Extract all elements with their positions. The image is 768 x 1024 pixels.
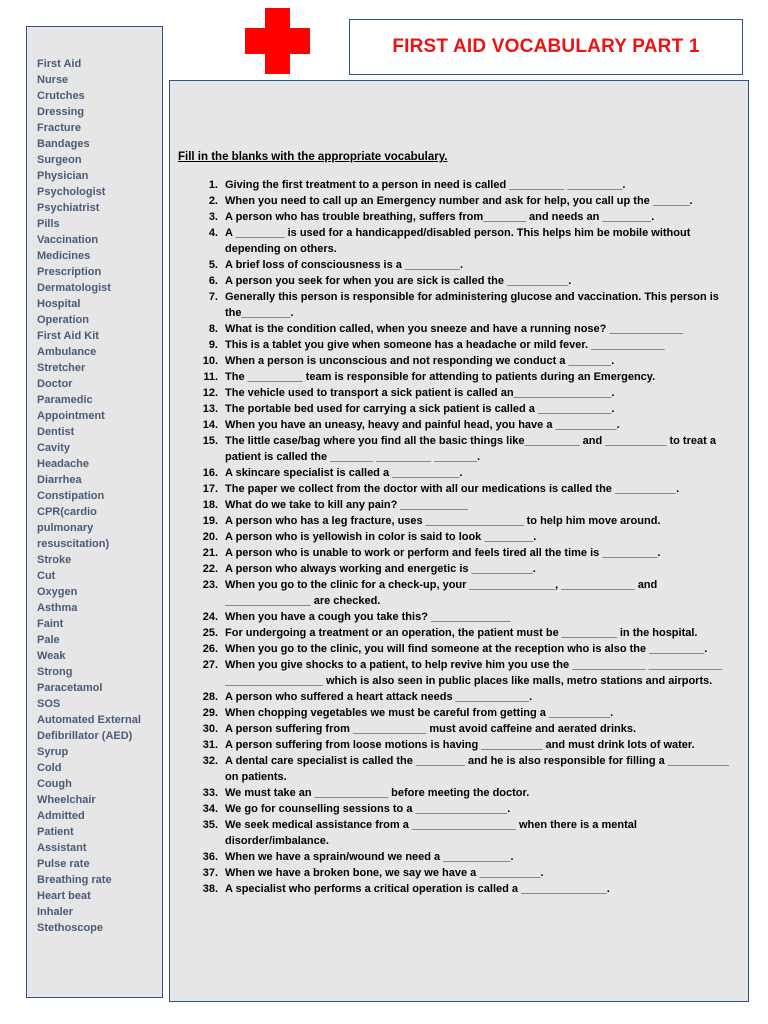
question-item [170, 625, 742, 641]
question-item [170, 465, 742, 481]
word-bank-item: Paracetamol [37, 682, 103, 694]
question-item [170, 785, 742, 801]
question-text-line: The _________ team is responsible for attending to patients during an Emergency. [225, 371, 656, 383]
question-text-line: A person you seek for when you are sick is called the __________. [225, 275, 572, 287]
question-text-line: The paper we collect from the doctor with all our medications is called the __________. [225, 483, 680, 495]
question-number: 15. [202, 435, 218, 447]
word-bank-item: Stretcher [37, 362, 86, 374]
question-text-line: The portable bed used for carrying a sick patient is called a ____________. [225, 403, 615, 415]
question-number: 37. [202, 867, 218, 879]
question-item [170, 417, 742, 433]
word-bank-item: Cough [37, 778, 72, 790]
question-text-line: A skincare specialist is called a ___________. [225, 467, 463, 479]
word-bank-item: Assistant [37, 842, 87, 854]
question-text-line: A person who has trouble breathing, suffers from_______ and needs an ________. [225, 211, 655, 223]
question-text-line: A person suffering from ____________ must avoid caffeine and aerated drinks. [225, 723, 637, 735]
question-number: 11. [203, 371, 218, 383]
question-number: 28. [202, 691, 218, 703]
word-bank-item: Stroke [37, 554, 72, 566]
page-title: FIRST AID VOCABULARY PART 1 [392, 36, 700, 57]
word-bank-item: Physician [37, 170, 89, 182]
question-text-line: ________________ which is also seen in public places like malls, metro stations and airports. [225, 675, 713, 687]
question-number: 35. [202, 819, 218, 831]
question-number: 33. [202, 787, 218, 799]
word-bank-item: Doctor [37, 378, 73, 390]
question-item [170, 753, 742, 785]
question-item [170, 545, 742, 561]
question-number: 3. [208, 211, 218, 223]
word-bank-item: Headache [37, 458, 89, 470]
question-text-line: A ________ is used for a handicapped/disabled person. This helps him be mobile without [225, 227, 691, 239]
question-text-line: ______________ are checked. [225, 595, 381, 607]
question-text-line: We must take an ____________ before meeting the doctor. [225, 787, 530, 799]
word-bank-item: Pulse rate [37, 858, 90, 870]
question-number: 26. [202, 643, 218, 655]
question-text-line: patient is called the _______ _________ _______. [225, 451, 481, 463]
exercise-panel [169, 80, 749, 1002]
question-item [170, 401, 742, 417]
question-item [170, 561, 742, 577]
question-number: 1. [208, 179, 218, 191]
question-text-line: What is the condition called, when you sneeze and have a running nose? ____________ [225, 323, 683, 335]
word-bank-item: Fracture [37, 122, 82, 134]
word-bank-item: Inhaler [37, 906, 74, 918]
question-text-line: What do we take to kill any pain? ___________ [225, 499, 468, 511]
question-number: 21. [202, 547, 218, 559]
question-number: 6. [208, 275, 218, 287]
word-bank-item: Medicines [37, 250, 91, 262]
question-number: 17. [202, 483, 218, 495]
word-bank-item: Faint [37, 618, 64, 630]
word-bank-item: Defibrillator (AED) [37, 730, 133, 742]
question-text-line: When you have an uneasy, heavy and painful head, you have a __________. [225, 419, 620, 431]
question-number: 34. [202, 803, 218, 815]
question-number: 19. [202, 515, 218, 527]
question-item [170, 737, 742, 753]
title-box [349, 19, 743, 75]
word-bank-item: Breathing rate [37, 874, 112, 886]
word-bank-item: Hospital [37, 298, 81, 310]
word-bank-item: Heart beat [37, 890, 91, 902]
question-text-line: This is a tablet you give when someone has a headache or mild fever. ____________ [225, 339, 665, 351]
question-item [170, 481, 742, 497]
question-item [170, 513, 742, 529]
question-text-line: the________. [225, 307, 294, 319]
word-bank-item: Stethoscope [37, 922, 104, 934]
question-item [170, 689, 742, 705]
question-text-line: A brief loss of consciousness is a _________. [225, 259, 464, 271]
question-text-line: When we have a sprain/wound we need a ___________. [225, 851, 514, 863]
question-number: 38. [202, 883, 218, 895]
word-bank-item: Syrup [37, 746, 69, 758]
word-bank-item: Cut [37, 570, 56, 582]
word-bank-item: Bandages [37, 138, 90, 150]
word-bank-list [37, 56, 162, 936]
question-text-line: We seek medical assistance from a _________________ when there is a mental [225, 819, 637, 831]
question-number: 2. [208, 195, 218, 207]
word-bank-item: Diarrhea [37, 474, 82, 486]
question-item [170, 641, 742, 657]
question-text-line: When you need to call up an Emergency number and ask for help, you call up the ______. [225, 195, 693, 207]
question-number: 32. [202, 755, 218, 767]
word-bank-item: Pale [37, 634, 60, 646]
question-item [170, 817, 742, 849]
question-list [170, 177, 742, 897]
question-number: 10. [202, 355, 218, 367]
question-text-line: For undergoing a treatment or an operation, the patient must be _________ in the hospital. [225, 627, 698, 639]
question-item [170, 385, 742, 401]
question-item [170, 497, 742, 513]
question-text-line: depending on others. [225, 243, 337, 255]
word-bank-item: SOS [37, 698, 61, 710]
word-bank-item: Psychologist [37, 186, 106, 198]
question-item [170, 705, 742, 721]
word-bank-item: Ambulance [37, 346, 97, 358]
question-item [170, 577, 742, 609]
word-bank-item: Crutches [37, 90, 85, 102]
word-bank-item: Automated External [37, 714, 141, 726]
question-text-line: When chopping vegetables we must be careful from getting a __________. [225, 707, 614, 719]
word-bank-item: Weak [37, 650, 66, 662]
word-bank-item: Prescription [37, 266, 102, 278]
word-bank-panel [26, 26, 163, 998]
question-item [170, 321, 742, 337]
word-bank-item: Asthma [37, 602, 78, 614]
question-number: 18. [202, 499, 218, 511]
question-text-line: disorder/imbalance. [225, 835, 329, 847]
question-item [170, 289, 742, 321]
word-bank-item: resuscitation) [37, 538, 110, 550]
word-bank-item: Admitted [37, 810, 85, 822]
word-bank-item: Patient [37, 826, 74, 838]
word-bank-item: Constipation [37, 490, 105, 502]
question-number: 16. [202, 467, 218, 479]
question-item [170, 353, 742, 369]
question-number: 36. [202, 851, 218, 863]
word-bank-item: Psychiatrist [37, 202, 100, 214]
question-item [170, 257, 742, 273]
word-bank-item: First Aid [37, 58, 82, 70]
question-item [170, 609, 742, 625]
instruction-text: Fill in the blanks with the appropriate vocabulary. [178, 151, 448, 163]
question-text-line: A person suffering from loose motions is having __________ and must drink lots of water. [225, 739, 695, 751]
question-item [170, 225, 742, 257]
word-bank-item: Nurse [37, 74, 69, 86]
question-number: 30. [202, 723, 218, 735]
question-number: 25. [202, 627, 218, 639]
question-item [170, 849, 742, 865]
question-item [170, 865, 742, 881]
red-cross-icon [245, 8, 310, 74]
question-number: 27. [202, 659, 218, 671]
question-item [170, 337, 742, 353]
question-number: 5. [208, 259, 218, 271]
question-text-line: A person who has a leg fracture, uses ________________ to help him move around. [225, 515, 661, 527]
question-text-line: A person who suffered a heart attack needs ____________. [225, 691, 533, 703]
question-item [170, 657, 742, 689]
word-bank-item: Cold [37, 762, 62, 774]
question-item [170, 801, 742, 817]
question-item [170, 369, 742, 385]
word-bank-item: Dentist [37, 426, 75, 438]
question-number: 7. [208, 291, 218, 303]
word-bank-item: Oxygen [37, 586, 78, 598]
question-text-line: When a person is unconscious and not responding we conduct a _______. [225, 355, 615, 367]
word-bank-item: Dressing [37, 106, 85, 118]
question-text-line: A dental care specialist is called the ________ and he is also responsible for filling a __________ [225, 755, 730, 767]
word-bank-item: Pills [37, 218, 60, 230]
word-bank-item: Operation [37, 314, 89, 326]
question-text-line: When we have a broken bone, we say we have a __________. [225, 867, 544, 879]
question-number: 24. [202, 611, 218, 623]
question-item [170, 209, 742, 225]
question-number: 12. [202, 387, 218, 399]
question-text-line: A person who is yellowish in color is said to look ________. [225, 531, 537, 543]
question-text-line: When you go to the clinic for a check-up, your ______________, ____________ and [225, 579, 658, 591]
question-number: 9. [208, 339, 218, 351]
word-bank-item: Strong [37, 666, 73, 678]
question-number: 13. [202, 403, 218, 415]
question-item [170, 721, 742, 737]
question-number: 8. [208, 323, 218, 335]
question-number: 31. [202, 739, 218, 751]
question-text-line: We go for counselling sessions to a _______________. [225, 803, 511, 815]
question-number: 14. [202, 419, 218, 431]
word-bank-item: Vaccination [37, 234, 99, 246]
question-number: 29. [202, 707, 218, 719]
word-bank-item: Surgeon [37, 154, 82, 166]
question-text-line: The little case/bag where you find all the basic things like_________ and __________ to treat a [225, 435, 716, 447]
word-bank-item: pulmonary [37, 522, 94, 534]
question-text-line: When you go to the clinic, you will find someone at the reception who is also the _________. [225, 643, 708, 655]
question-item [170, 881, 742, 897]
question-item [170, 273, 742, 289]
word-bank-item: First Aid Kit [37, 330, 99, 342]
question-text-line: A person who always working and energetic is __________. [225, 563, 536, 575]
question-text-line: on patients. [225, 771, 287, 783]
question-number: 23. [202, 579, 218, 591]
question-text-line: The vehicle used to transport a sick patient is called an________________. [225, 387, 615, 399]
word-bank-item: Paramedic [37, 394, 93, 406]
question-text-line: A specialist who performs a critical operation is called a ______________. [225, 883, 610, 895]
question-item [170, 177, 742, 193]
question-text-line: A person who is unable to work or perform and feels tired all the time is _________. [225, 547, 661, 559]
question-text-line: When you give shocks to a patient, to help revive him you use the ____________ ____________ [225, 659, 723, 671]
question-text-line: When you have a cough you take this? _____________ [225, 611, 511, 623]
question-text-line: Giving the first treatment to a person in need is called _________ _________. [225, 179, 626, 191]
question-item [170, 433, 742, 465]
word-bank-item: CPR(cardio [37, 506, 97, 518]
question-number: 20. [202, 531, 218, 543]
word-bank-item: Dermatologist [37, 282, 111, 294]
word-bank-item: Appointment [37, 410, 105, 422]
word-bank-item: Wheelchair [37, 794, 96, 806]
question-item [170, 193, 742, 209]
question-number: 4. [208, 227, 218, 239]
question-text-line: Generally this person is responsible for administering glucose and vaccination. This person is [225, 291, 719, 303]
word-bank-item: Cavity [37, 442, 71, 454]
question-item [170, 529, 742, 545]
question-number: 22. [202, 563, 218, 575]
